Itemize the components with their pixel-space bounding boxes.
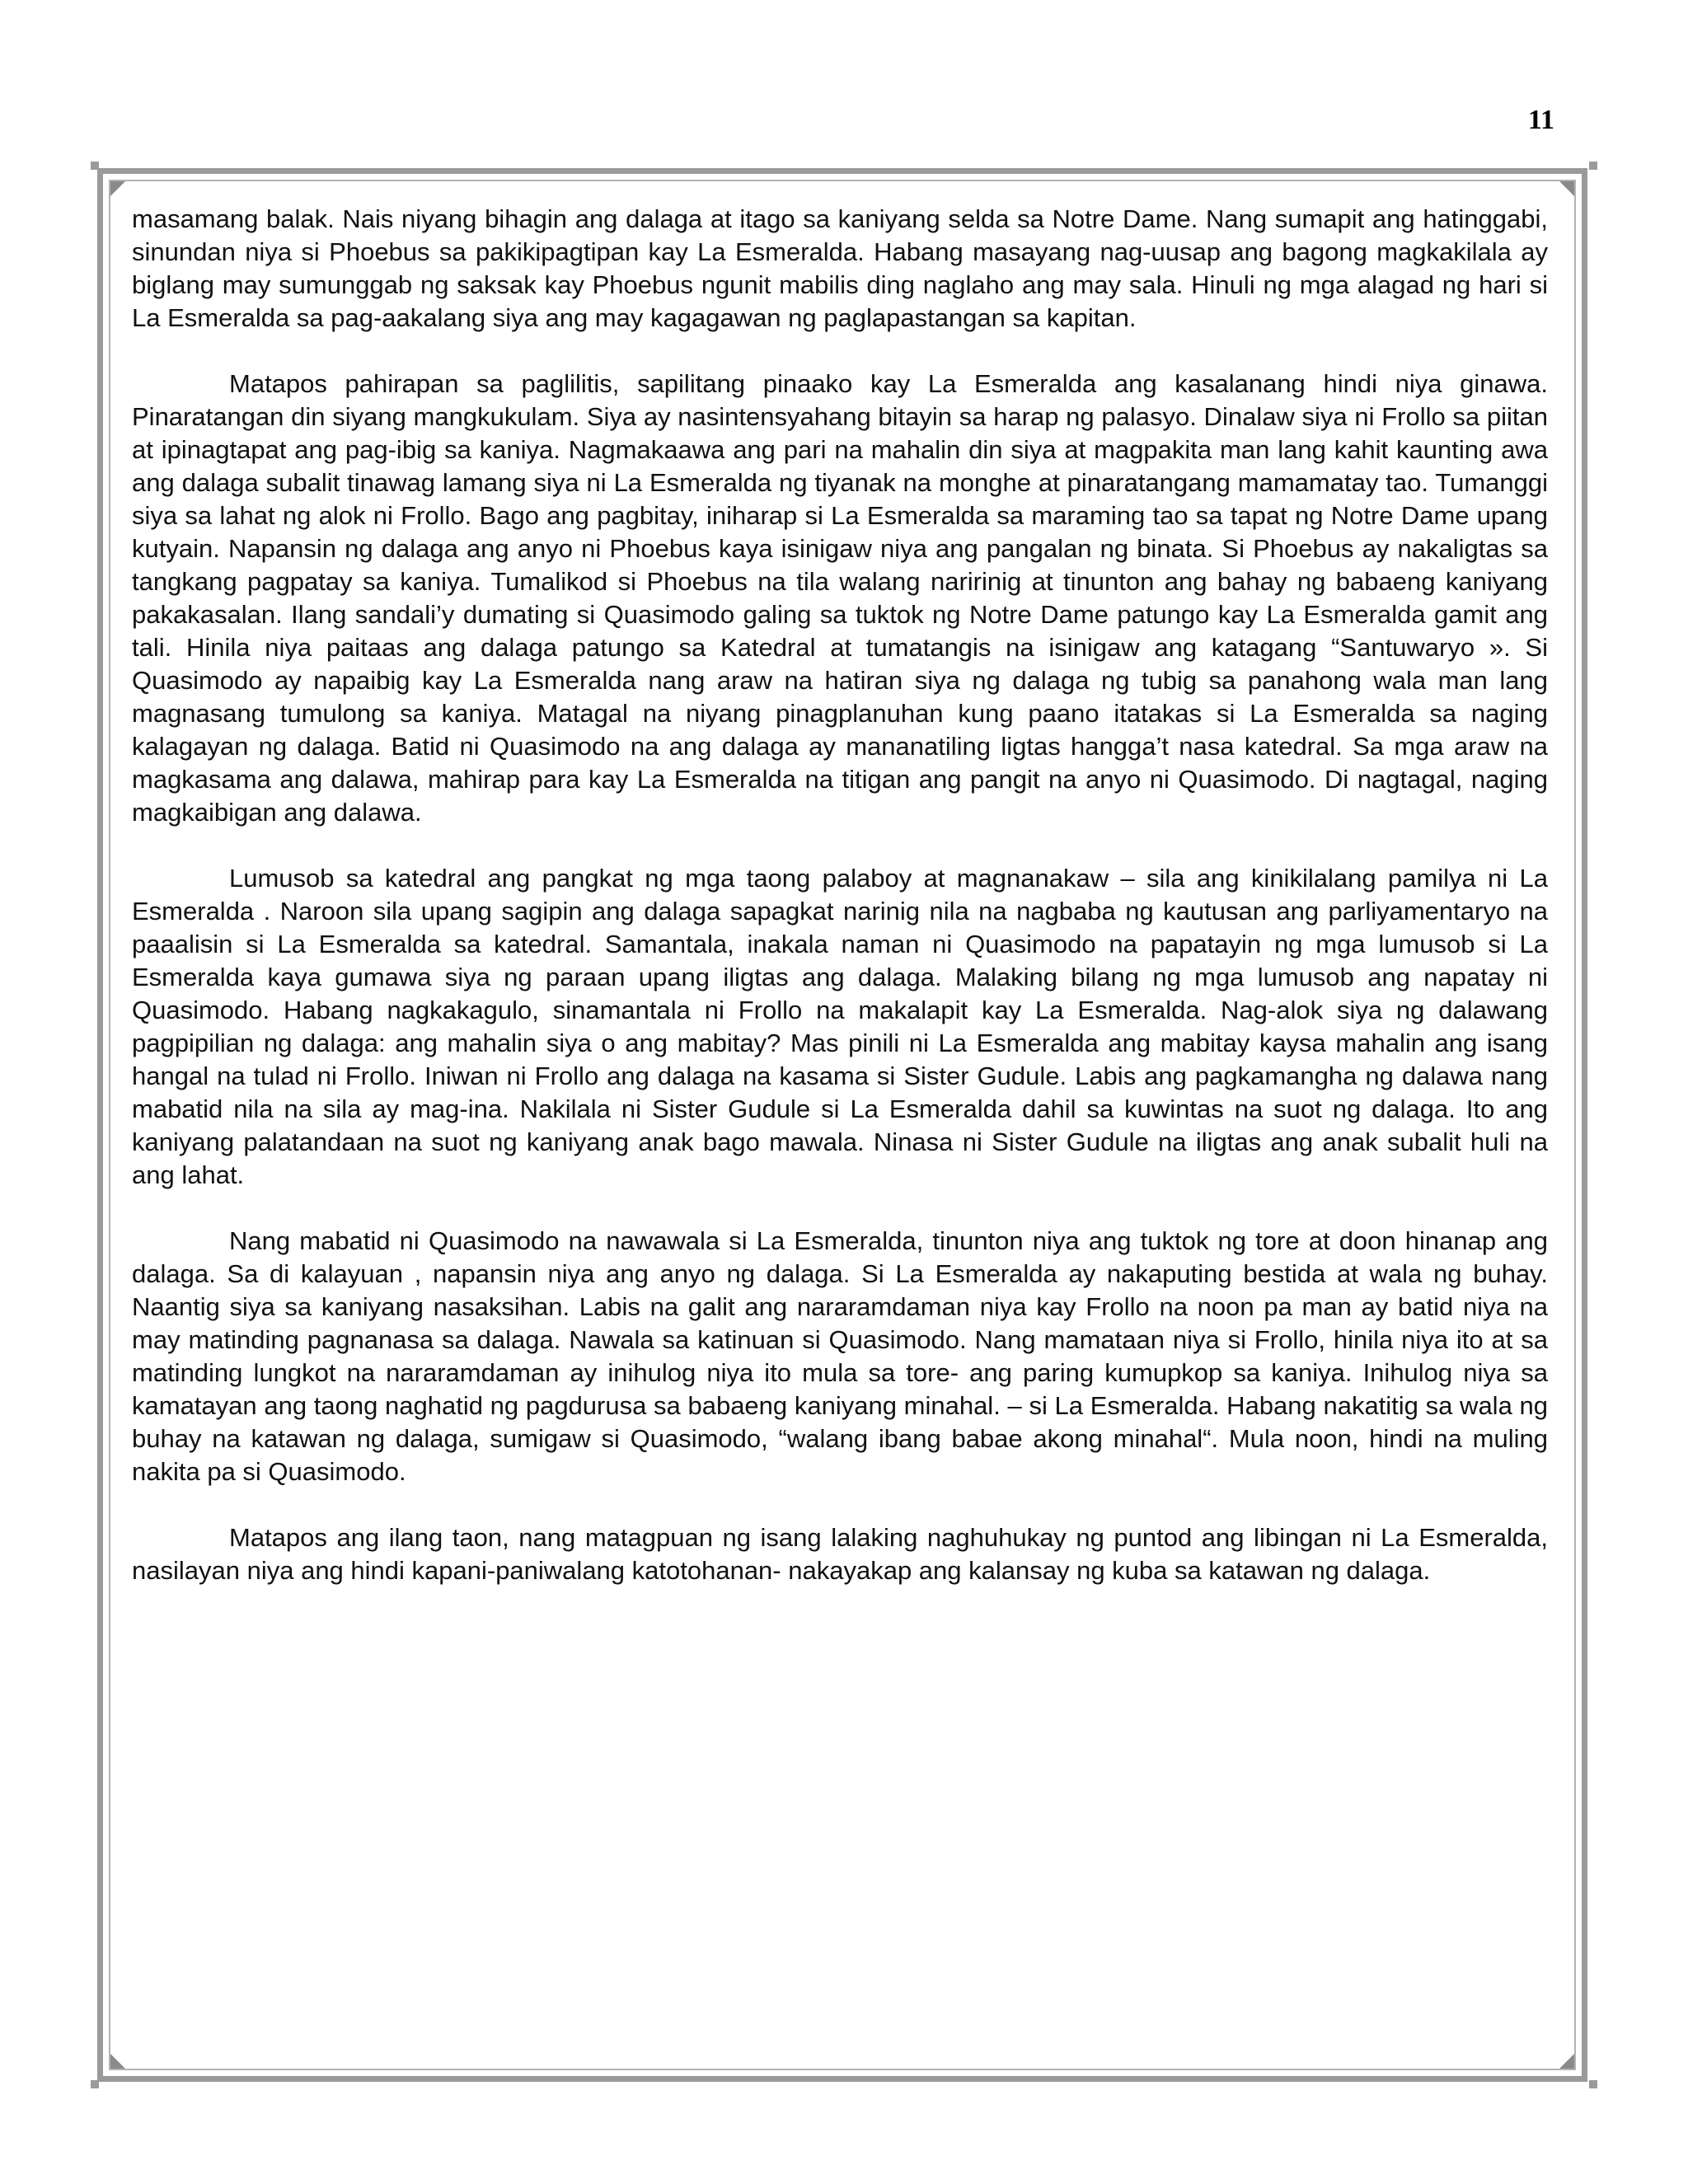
corner-ornament-icon: [110, 181, 125, 196]
frame-corner-top-right: [1589, 162, 1597, 170]
corner-ornament-icon: [1559, 181, 1574, 196]
page-number: 11: [1527, 105, 1554, 135]
paragraph-3: Lumusob sa katedral ang pangkat ng mga taong palaboy at magnanakaw – sila ang kinikilalang pamilya ni La Esmeralda . Naroon sila upang sagipin ang dalaga sapagkat narinig nila na nagbaba ng kautusan ang parliyamentaryo na paaalisin si La Esmeralda sa katedral. Samantala, inakala naman ni Quasimodo na papatayin ng mga lumusob si La Esmeralda kaya gumawa siya ng paraan upang iligtas ang dalaga. Malaking bilang ng mga lumusob ang napatay ni Quasimodo. Habang nagkakagulo, sinamantala ni Frollo na makalapit kay La Esmeralda. Nag-alok siya ng dalawang pagpipilian ng dalaga: ang mahalin siya o ang mabitay? Mas pinili ni La Esmeralda ang mabitay kaysa mahalin ang isang hangal na tulad ni Frollo. Iniwan ni Frollo ang dalaga na kasama si Sister Gudule. Labis ang pagkamangha ng dalawa nang mabatid nila na sila ay mag-ina. Nakilala ni Sister Gudule si La Esmeralda dahil sa kuwintas na suot ng dalaga. Ito ang kaniyang palatandaan na suot ng kaniyang anak bago mawala. Ninasa ni Sister Gudule na iligtas ang anak subalit huli na ang lahat.: [132, 864, 1548, 1189]
paragraph-1: masamang balak. Nais niyang bihagin ang dalaga at itago sa kaniyang selda sa Notre Dame. Nang sumapit ang hatinggabi, sinundan niya si Phoebus sa pakikipagtipan kay La Esmeralda. Habang masayang nag-uusap ang bagong magkakilala ay biglang may sumunggab ng saksak kay Phoebus ngunit mabilis ding naglaho ang may sala. Hinuli ng mga alagad ng hari si La Esmeralda sa pag-aakalang siya ang may kagagawan ng paglapastangan sa kapitan.: [132, 204, 1548, 332]
body-text: [132, 203, 1548, 1620]
corner-ornament-icon: [1559, 2054, 1574, 2069]
paragraph-4: Nang mabatid ni Quasimodo na nawawala si La Esmeralda, tinunton niya ang tuktok ng tore at doon hinanap ang dalaga. Sa di kalayuan , napansin niya ang anyo ng dalaga. Si La Esmeralda ay nakaputing bestida at wala ng buhay. Naantig siya sa kaniyang nasaksihan. Labis na galit ang nararamdaman niya kay Frollo na noon pa man ay batid niya na may matinding pagnanasa sa dalaga. Nawala sa katinuan si Quasimodo. Nang mamataan niya si Frollo, hinila niya ito at sa matinding lungkot na nararamdaman ay inihulog niya ito mula sa tore- ang paring kumupkop sa kaniya. Inihulog niya sa kamatayan ang taong naghatid ng pagdurusa sa babaeng kaniyang minahal. – si La Esmeralda. Habang nakatitig sa wala ng buhay na katawan ng dalaga, sumigaw si Quasimodo, “walang ibang babae akong minahal“. Mula noon, hindi na muling nakita pa si Quasimodo.: [132, 1226, 1548, 1486]
corner-ornament-icon: [110, 2054, 125, 2069]
paragraph-2: Matapos pahirapan sa paglilitis, sapilitang pinaako kay La Esmeralda ang kasalanang hindi niya ginawa. Pinaratangan din siyang mangkukulam. Siya ay nasintensyahang bitayin sa harap ng palasyo. Dinalaw siya ni Frollo sa piitan at ipinagtapat ang pag-ibig sa kaniya. Nagmakaawa ang pari na mahalin din siya at magpakita man lang kahit kaunting awa ang dalaga subalit tinawag lamang siya ni La Esmeralda ng tiyanak na monghe at pinaratangang mamamatay tao. Tumanggi siya sa lahat ng alok ni Frollo. Bago ang pagbitay, iniharap si La Esmeralda sa maraming tao sa tapat ng Notre Dame upang kutyain. Napansin ng dalaga ang anyo ni Phoebus kaya isinigaw niya ang pangalan ng binata. Si Phoebus ay nakaligtas sa tangkang pagpatay sa kaniya. Tumalikod si Phoebus na tila walang naririnig at tinunton ang bahay ng babaeng kaniyang pakakasalan. Ilang sandali’y dumating si Quasimodo galing sa tuktok ng Notre Dame patungo kay La Esmeralda gamit ang tali. Hinila niya paitaas ang dalaga patungo sa Katedral at tumatangis na isinigaw ang katagang “Santuwaryo ». Si Quasimodo ay napaibig kay La Esmeralda nang araw na hatiran siya ng dalaga ng tubig sa panahong wala man lang magnasang tumulong sa kaniya. Matagal na niyang pinagplanuhan kung paano itatakas si La Esmeralda sa naging kalagayan ng dalaga. Batid ni Quasimodo na ang dalaga ay mananatiling ligtas hangga’t nasa katedral. Sa mga araw na magkasama ang dalawa, mahirap para kay La Esmeralda na titigan ang pangit na anyo ni Quasimodo. Di nagtagal, naging magkaibigan ang dalawa.: [132, 369, 1548, 827]
paragraph-5: Matapos ang ilang taon, nang matagpuan ng isang lalaking naghuhukay ng puntod ang libingan ni La Esmeralda, nasilayan niya ang hindi kapani-paniwalang katotohanan- nakayakap ang kalansay ng kuba sa katawan ng dalaga.: [132, 1523, 1548, 1585]
frame-corner-bottom-right: [1589, 2080, 1597, 2088]
